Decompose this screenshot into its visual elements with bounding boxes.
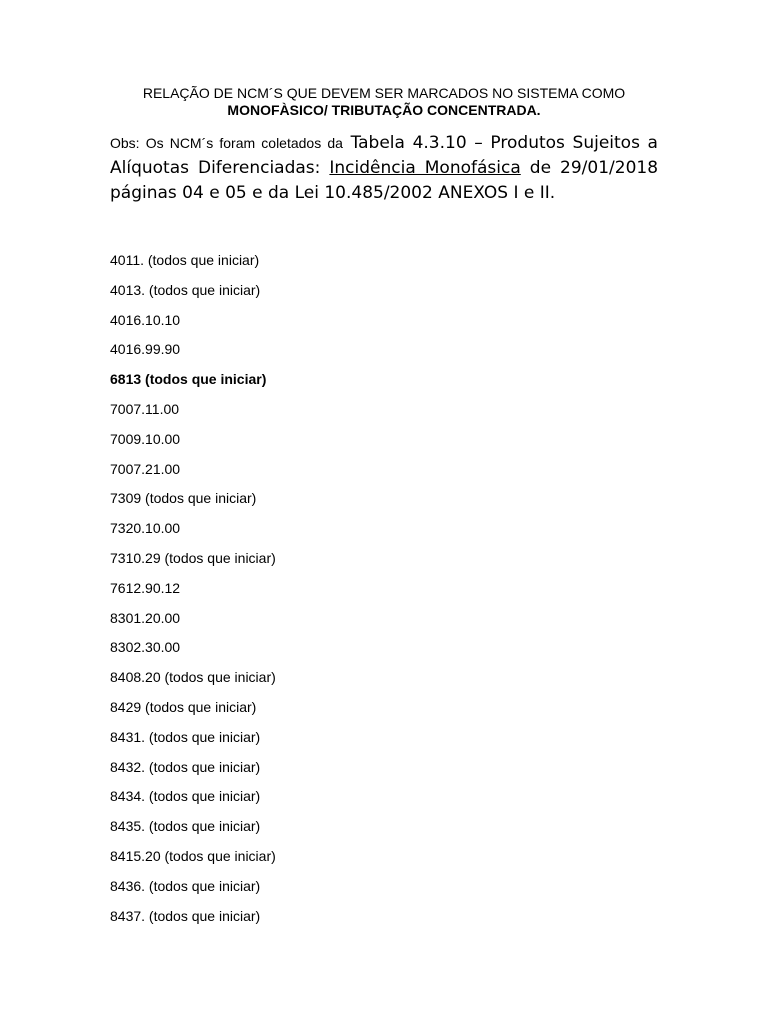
ncm-list-item: 8436. (todos que iniciar) [110,877,261,894]
obs-text-2: de 29/01/2018 páginas 04 e 05 e da Lei 10.485/2002 ANEXOS I e II. [110,158,659,203]
ncm-list-item: 4016.10.10 [110,311,181,328]
ncm-list-item: 8437. (todos que iniciar) [110,907,261,924]
ncm-list-item: 8302.30.00 [110,639,181,656]
ncm-list-item: 6813 (todos que iniciar) [110,371,267,388]
ncm-list-item: 8431. (todos que iniciar) [110,728,261,745]
title-line-1: RELAÇÃO DE NCM´S QUE DEVEM SER MARCADOS NO SISTEMA COMO [142,85,626,101]
ncm-list-item: 8301.20.00 [110,609,181,626]
ncm-list [110,250,276,935]
ncm-list-item: 8415.20 (todos que iniciar) [110,847,276,864]
ncm-list-item: 7320.10.00 [110,520,181,537]
ncm-list-item: 8434. (todos que iniciar) [110,788,261,805]
ncm-list-item: 8408.20 (todos que iniciar) [110,669,276,686]
ncm-list-item: 7309 (todos que iniciar) [110,490,257,507]
ncm-list-item: 7612.90.12 [110,579,181,596]
ncm-list-item: 8435. (todos que iniciar) [110,818,261,835]
ncm-list-item: 7310.29 (todos que iniciar) [110,549,276,566]
ncm-list-item: 7007.11.00 [110,400,180,417]
ncm-list-item: 4013. (todos que iniciar) [110,281,261,298]
observation-paragraph [110,131,658,206]
ncm-list-item: 4011. (todos que iniciar) [110,252,260,268]
obs-prefix: Obs: Os NCM´s foram coletados da [110,135,343,151]
ncm-list-item: 4016.99.90 [110,341,181,358]
ncm-list-item: 8432. (todos que iniciar) [110,758,261,775]
ncm-list-item: 7007.21.00 [110,460,181,477]
document-title [110,85,658,119]
ncm-list-item: 7009.10.00 [110,430,181,447]
obs-underlined-text: Incidência Monofásica [329,158,521,178]
ncm-list-item: 8429 (todos que iniciar) [110,698,257,715]
obs-text-1: Tabela 4.3.10 – Produtos Sujeitos a Alíquotas Diferenciadas: [110,133,658,178]
title-line-2: MONOFÀSICO/ TRIBUTAÇÃO CONCENTRADA. [227,102,541,118]
